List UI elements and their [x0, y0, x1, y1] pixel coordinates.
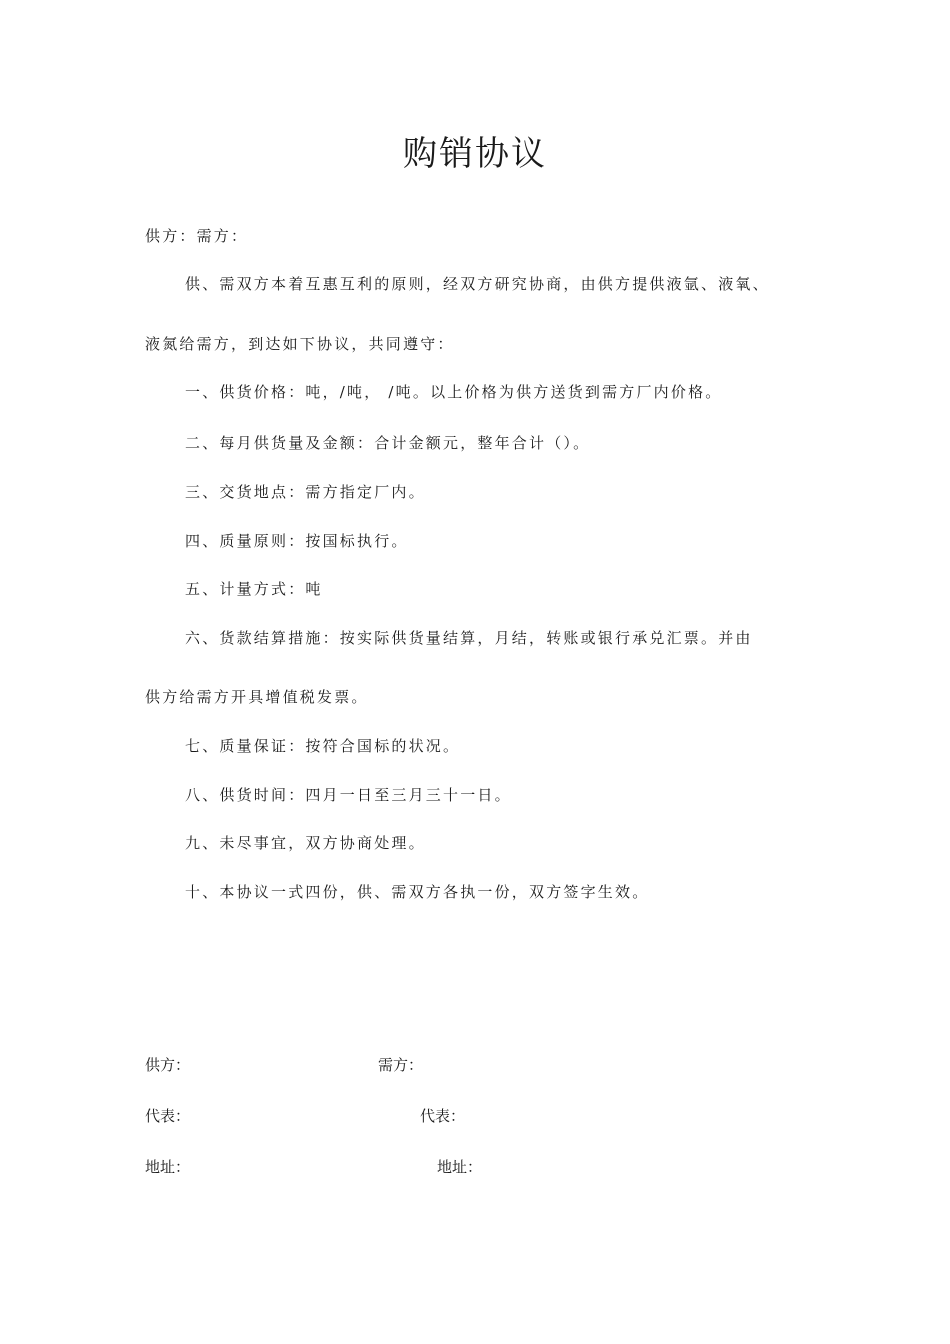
buyer-label: 需方：: [378, 1056, 424, 1074]
clause-7: 七、质量保证：按符合国标的状况。: [185, 737, 461, 755]
parties-line: 供方：需方：: [145, 227, 249, 245]
supplier-representative-label: 代表：: [145, 1107, 191, 1125]
clause-6-line-2: 供方给需方开具增值税发票。: [145, 688, 369, 706]
clause-4: 四、质量原则：按国标执行。: [185, 532, 409, 550]
clause-9: 九、未尽事宜，双方协商处理。: [185, 834, 426, 852]
clause-1: 一、供货价格：吨，/吨， /吨。以上价格为供方送货到需方厂内价格。: [185, 383, 723, 401]
clause-5: 五、计量方式：吨: [185, 580, 323, 598]
clause-3: 三、交货地点：需方指定厂内。: [185, 483, 426, 501]
clause-8: 八、供货时间：四月一日至三月三十一日。: [185, 786, 512, 804]
buyer-address-label: 地址：: [437, 1158, 483, 1176]
clause-6-line-1: 六、货款结算措施：按实际供货量结算，月结，转账或银行承兑汇票。并由: [185, 629, 753, 647]
document-title: 购销协议: [403, 134, 547, 174]
supplier-address-label: 地址：: [145, 1158, 191, 1176]
intro-line-2: 液氮给需方，到达如下协议，共同遵守：: [145, 335, 455, 353]
buyer-representative-label: 代表：: [420, 1107, 466, 1125]
intro-line-1: 供、需双方本着互惠互利的原则，经双方研究协商，由供方提供液氩、液氧、: [185, 275, 770, 293]
clause-2: 二、每月供货量及金额：合计金额元，整年合计（）。: [185, 434, 591, 452]
supplier-label: 供方：: [145, 1056, 191, 1074]
clause-10: 十、本协议一式四份，供、需双方各执一份，双方签字生效。: [185, 883, 650, 901]
